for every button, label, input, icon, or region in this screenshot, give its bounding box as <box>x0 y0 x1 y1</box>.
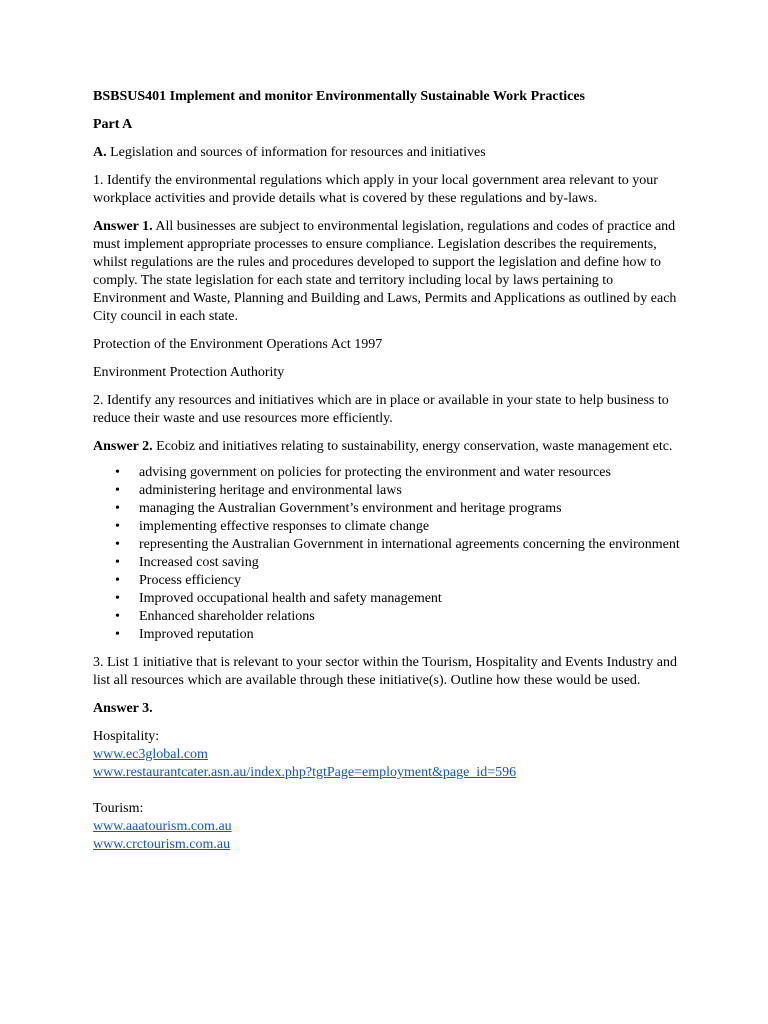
bullet-marker: • <box>115 537 120 552</box>
bullet-text: Improved occupational health and safety management <box>139 591 442 606</box>
bullet-item <box>93 536 688 554</box>
bullet-item <box>93 626 688 644</box>
bullet-marker: • <box>115 573 120 588</box>
bullet-text: administering heritage and environmental laws <box>139 483 402 498</box>
answer-3-label <box>93 700 688 718</box>
bullet-marker: • <box>115 465 120 480</box>
hospitality-link-1[interactable]: www.ec3global.com <box>93 747 208 762</box>
section-a-text: Legislation and sources of information for resources and initiatives <box>106 145 486 160</box>
section-a-heading <box>93 144 688 162</box>
bullet-marker: • <box>115 591 120 606</box>
bullet-text: Increased cost saving <box>139 555 259 570</box>
tourism-label: Tourism: <box>93 801 144 816</box>
bullet-item <box>93 464 688 482</box>
question-2: 2. Identify any resources and initiatives which are in place or available in your state to help business to reduce their waste and use resources more efficiently. <box>93 393 669 426</box>
answer-1-reference-act: Protection of the Environment Operations Act 1997 <box>93 337 383 352</box>
tourism-block <box>93 800 688 854</box>
answer-2-label: Answer 2. <box>93 439 153 454</box>
answer-1-label: Answer 1. <box>93 219 153 234</box>
hospitality-link-2[interactable]: www.restaurantcater.asn.au/index.php?tgtPage=employment&page_id=596 <box>93 765 517 780</box>
answer-1-reference-authority: Environment Protection Authority <box>93 365 285 380</box>
bullet-item <box>93 518 688 536</box>
bullet-text: managing the Australian Government’s environment and heritage programs <box>139 501 562 516</box>
hospitality-block <box>93 728 688 782</box>
bullet-item <box>93 608 688 626</box>
bullet-item <box>93 500 688 518</box>
bullet-text: advising government on policies for protecting the environment and water resources <box>139 465 611 480</box>
section-a-label: A. <box>93 145 107 160</box>
bullet-item <box>93 590 688 608</box>
bullet-marker: • <box>115 483 120 498</box>
bullet-text: Improved reputation <box>139 627 254 642</box>
part-heading: Part A <box>93 117 133 132</box>
tourism-link-1[interactable]: www.aaatourism.com.au <box>93 819 232 834</box>
question-3: 3. List 1 initiative that is relevant to your sector within the Tourism, Hospitality and Events Industry and list all resources which are available through these initiative(s). Outline how these would be used. <box>93 655 677 688</box>
answer-2-text: Ecobiz and initiatives relating to sustainability, energy conservation, waste management etc. <box>152 439 673 454</box>
answer-1 <box>93 218 688 326</box>
hospitality-label: Hospitality: <box>93 729 160 744</box>
bullet-marker: • <box>115 501 120 516</box>
bullet-text: Enhanced shareholder relations <box>139 609 315 624</box>
document-title: BSBSUS401 Implement and monitor Environmentally Sustainable Work Practices <box>93 89 585 104</box>
bullet-item <box>93 572 688 590</box>
bullet-item <box>93 554 688 572</box>
bullet-item <box>93 482 688 500</box>
tourism-link-2[interactable]: www.crctourism.com.au <box>93 837 231 852</box>
bullet-text: representing the Australian Government in international agreements concerning the environment <box>139 537 680 552</box>
bullet-text: Process efficiency <box>139 573 241 588</box>
question-1: 1. Identify the environmental regulations which apply in your local government area relevant to your workplace activities and provide details what is covered by these regulations and by-laws. <box>93 173 658 206</box>
answer-3-label-text: Answer 3. <box>93 701 153 716</box>
bullet-marker: • <box>115 609 120 624</box>
bullet-list <box>93 464 688 644</box>
bullet-marker: • <box>115 519 120 534</box>
answer-2 <box>93 438 688 456</box>
bullet-marker: • <box>115 627 120 642</box>
bullet-text: implementing effective responses to climate change <box>139 519 430 534</box>
bullet-marker: • <box>115 555 120 570</box>
answer-1-text: All businesses are subject to environmental legislation, regulations and codes of practice and must implement appropriate processes to ensure compliance. Legislation describes the requirements, whilst regulations are the rules and procedures developed to support the legislation and define how to comply. The state legislation for each state and territory including local by laws pertaining to Environment and Waste, Planning and Building and Laws, Permits and Applications as outlined by each City council in each state. <box>93 219 677 324</box>
